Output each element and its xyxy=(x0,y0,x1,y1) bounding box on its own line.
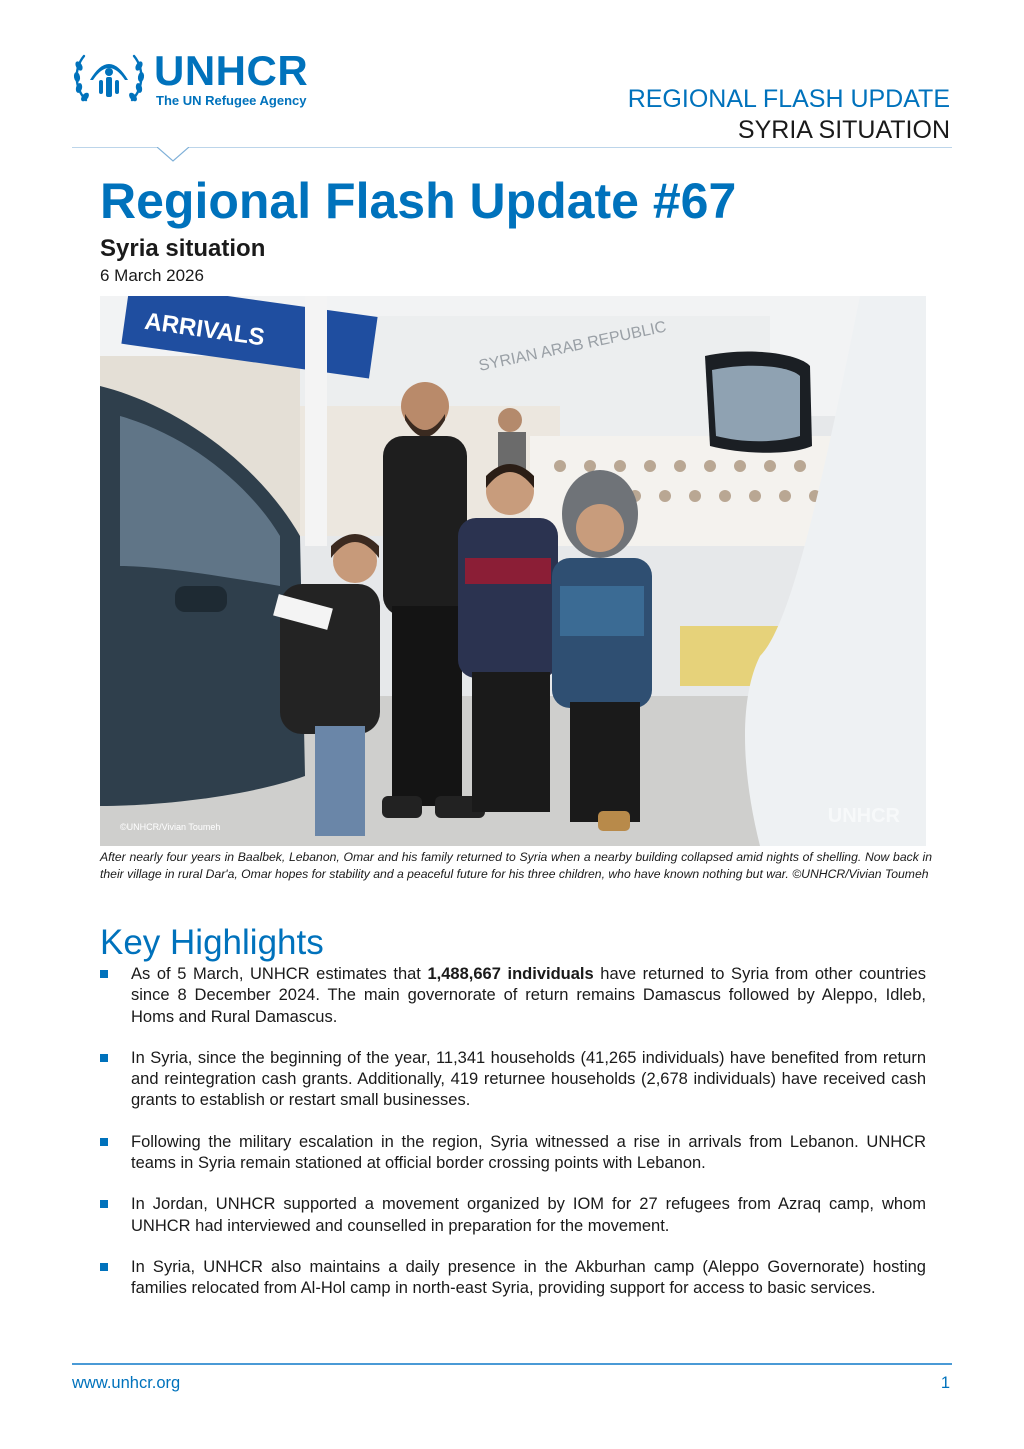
page-title: Regional Flash Update #67 xyxy=(100,173,737,229)
square-bullet-icon xyxy=(100,1200,108,1208)
square-bullet-icon xyxy=(100,1263,108,1271)
square-bullet-icon xyxy=(100,1138,108,1146)
situation-label: SYRIA SITUATION xyxy=(737,116,950,144)
chevron-down-icon xyxy=(157,147,189,163)
highlight-item: As of 5 March, UNHCR estimates that 1,488,667 individuals have returned to Syria from other countries since 8 December 2024. The main governorate of return remains Damascus followed by Aleppo, Idleb, Homs and Rural Damascus. xyxy=(100,964,926,1028)
highlight-item: Following the military escalation in the region, Syria witnessed a rise in arrivals from Lebanon. UNHCR teams in Syria remain stationed at official border crossing points with Lebanon. xyxy=(100,1132,926,1175)
highlight-item: In Jordan, UNHCR supported a movement organized by IOM for 27 refugees from Azraq camp, whom UNHCR had interviewed and counselled in preparation for the movement. xyxy=(100,1194,926,1237)
cover-photo-illustration xyxy=(100,296,926,846)
arrivals-sign-text: ARRIVALS xyxy=(142,307,267,352)
cover-photo xyxy=(100,296,926,846)
header-doc-info xyxy=(628,84,950,146)
highlight-item: In Syria, since the beginning of the year, 11,341 households (41,265 individuals) have benefited from return and reintegration cash grants. Additionally, 419 returnee households (2,678 individuals) have received cash grants to establish or restart small businesses. xyxy=(100,1048,926,1112)
footer-website-link[interactable]: www.unhcr.org xyxy=(72,1374,181,1392)
square-bullet-icon xyxy=(100,970,108,978)
photo-credit: ©UNHCR/Vivian Toumeh xyxy=(120,822,221,832)
footer-divider xyxy=(72,1363,952,1365)
photo-caption: After nearly four years in Baalbek, Lebanon, Omar and his family returned to Syria when a nearby building collapsed amid nights of shelling. Now back in their village in rural Dar'a, Omar hopes for stability and a peaceful future for his three children, who have known nothing but war. ©UNHCR/Vivian Toumeh xyxy=(100,850,932,881)
photo-watermark: UNHCR xyxy=(827,805,900,827)
page-number: 1 xyxy=(940,1374,950,1392)
unhcr-logo[interactable] xyxy=(70,46,350,112)
logo-tagline: The UN Refugee Agency xyxy=(156,93,307,108)
key-highlights-heading: Key Highlights xyxy=(100,923,324,962)
square-bullet-icon xyxy=(100,1054,108,1062)
unhcr-emblem-icon xyxy=(70,46,148,110)
key-highlights-list xyxy=(100,964,926,1320)
page-subtitle: Syria situation xyxy=(100,235,266,262)
doc-type-label: REGIONAL FLASH UPDATE xyxy=(627,85,950,113)
publication-date: 6 March 2026 xyxy=(100,266,204,285)
republic-sign-text: SYRIAN ARAB REPUBLIC xyxy=(477,318,668,375)
header-divider xyxy=(72,147,952,148)
logo-wordmark: UNHCR xyxy=(154,47,309,94)
highlight-item: In Syria, UNHCR also maintains a daily presence in the Akburhan camp (Aleppo Governorate) hosting families relocated from Al-Hol camp in north-east Syria, providing support for access to basic services. xyxy=(100,1257,926,1300)
